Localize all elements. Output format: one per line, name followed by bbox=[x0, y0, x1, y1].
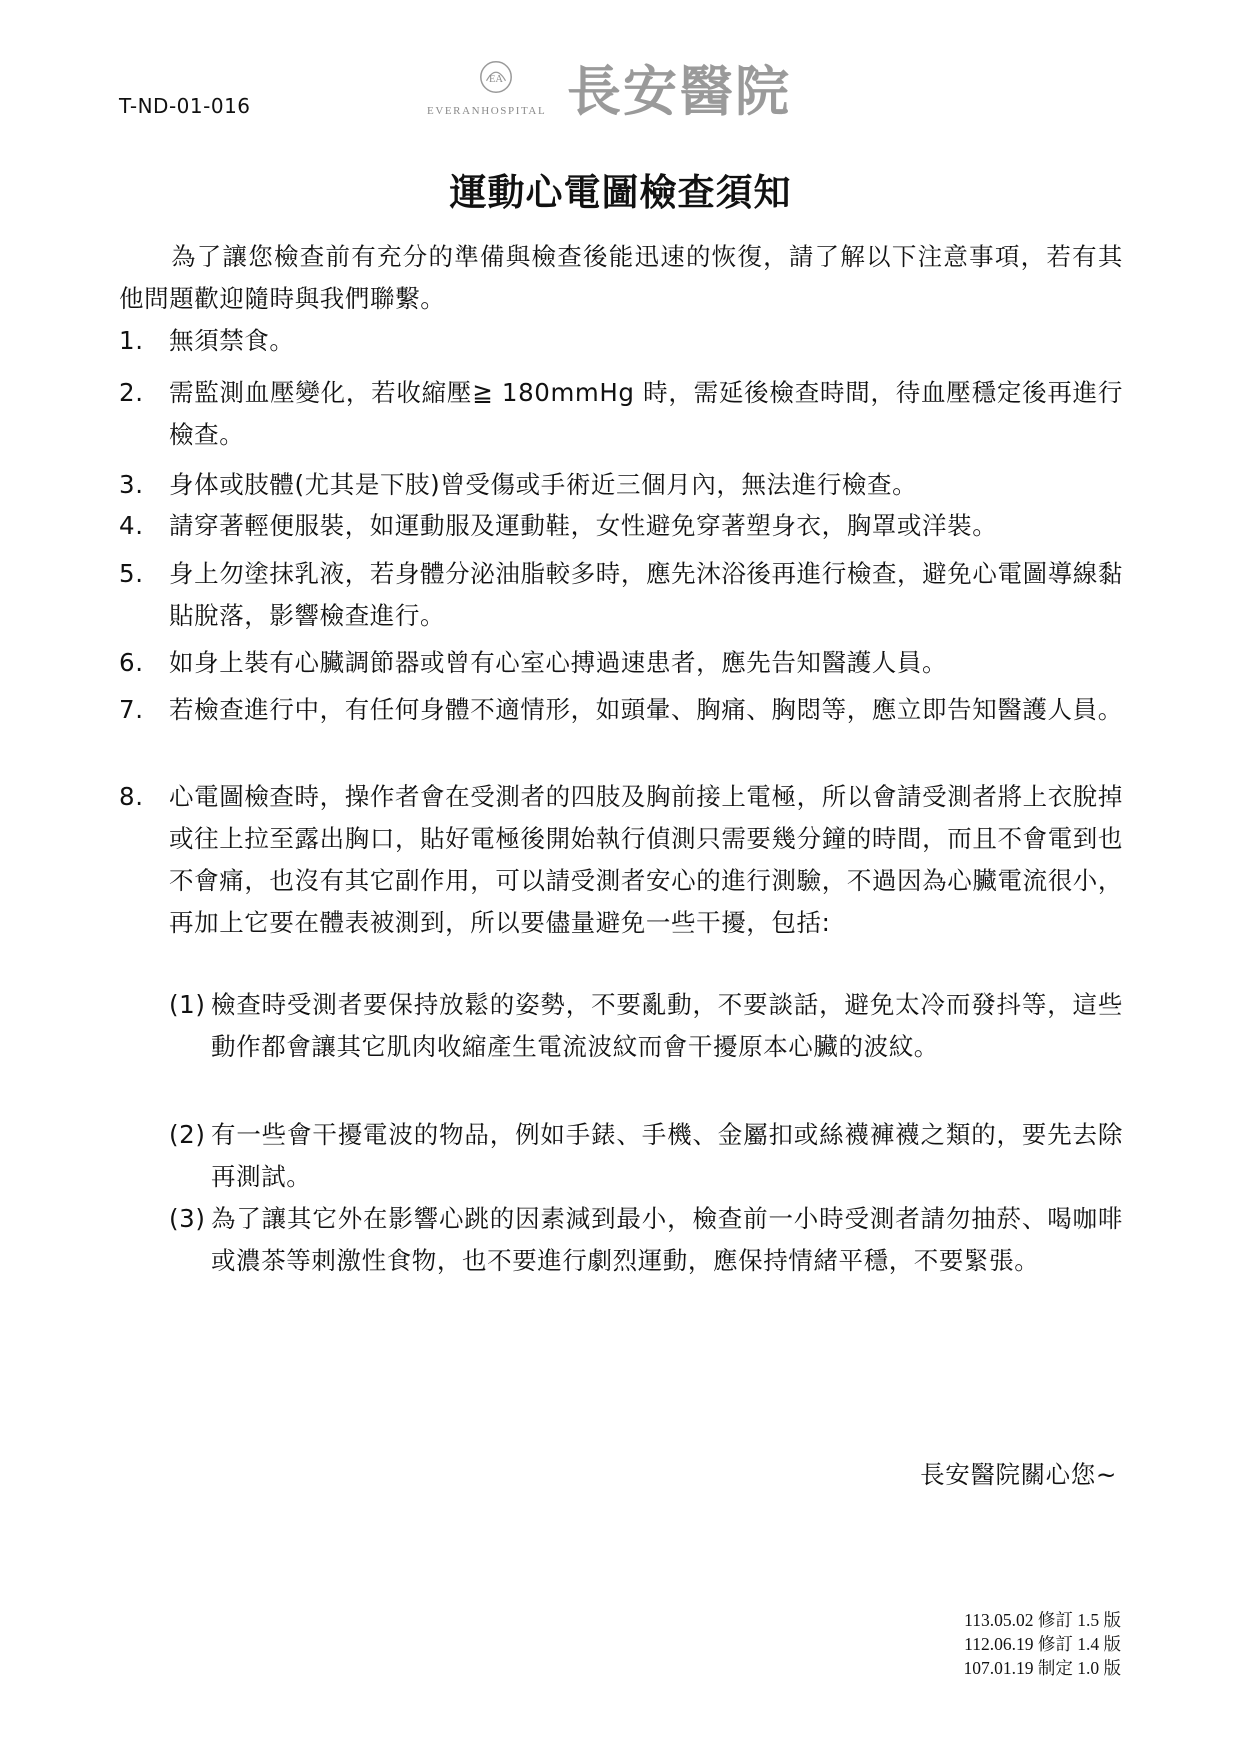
list-item-number: 5. bbox=[119, 559, 144, 588]
list-item-text: 身上勿塗抹乳液，若身體分泌油脂較多時，應先沐浴後再進行檢查，避免心電圖導線黏貼脫落，影響檢查進行。 bbox=[169, 559, 1123, 630]
sub-list-item-number: (2) bbox=[169, 1120, 206, 1149]
sub-list-item-text: 有一些會干擾電波的物品，例如手錶、手機、金屬扣或絲襪褲襪之類的，要先去除再測試。 bbox=[211, 1120, 1123, 1191]
list-item-text: 無須禁食。 bbox=[169, 326, 295, 355]
list-item-number: 6. bbox=[119, 648, 144, 677]
list-item-number: 8. bbox=[119, 782, 144, 811]
list-item-text: 請穿著輕便服裝，如運動服及運動鞋，女性避免穿著塑身衣，胸罩或洋裝。 bbox=[169, 511, 998, 540]
logo-chinese-name: 長安醫院 bbox=[567, 60, 791, 123]
list-item-text: 需監測血壓變化，若收縮壓≧ 180mmHg 時，需延後檢查時間，待血壓穩定後再進行檢查。 bbox=[169, 378, 1123, 449]
list-item-number: 7. bbox=[119, 695, 144, 724]
sub-list-item-number: (1) bbox=[169, 990, 206, 1019]
revision-line: 113.05.02 修訂 1.5 版 bbox=[964, 1610, 1121, 1630]
sub-list-item-text: 為了讓其它外在影響心跳的因素減到最小，檢查前一小時受測者請勿抽菸、喝咖啡或濃茶等刺激性食物，也不要進行劇烈運動，應保持情緒平穩，不要緊張。 bbox=[211, 1204, 1123, 1275]
sub-list-item-text: 檢查時受測者要保持放鬆的姿勢，不要亂動，不要談話，避免太冷而發抖等，這些動作都會讓其它肌肉收縮產生電流波紋而會干擾原本心臟的波紋。 bbox=[211, 990, 1123, 1061]
list-item-number: 1. bbox=[119, 326, 144, 355]
sub-list-item-number: (3) bbox=[169, 1204, 206, 1233]
intro-paragraph: 為了讓您檢查前有充分的準備與檢查後能迅速的恢復，請了解以下注意事項，若有其他問題歡迎隨時與我們聯繫。 bbox=[119, 242, 1123, 313]
page-title: 運動心電圖檢查須知 bbox=[449, 171, 792, 214]
logo-english-name: EVERANHOSPITAL bbox=[427, 105, 547, 117]
list-item-text: 如身上裝有心臟調節器或曾有心室心搏過速患者，應先告知醫護人員。 bbox=[169, 648, 948, 677]
revision-line: 107.01.19 制定 1.0 版 bbox=[963, 1658, 1121, 1678]
list-item-text: 心電圖檢查時，操作者會在受測者的四肢及胸前接上電極，所以會請受測者將上衣脫掉或往上拉至露出胸口，貼好電極後開始執行偵測只需要幾分鐘的時間，而且不會電到也不會痛，也沒有其它副作用，可以請受測者安心的進行測驗，不過因為心臟電流很小，再加上它要在體表被測到，所以要儘量避免一些干擾，包括: bbox=[169, 782, 1123, 937]
list-item-text: 身体或肢體(尤其是下肢)曾受傷或手術近三個月內，無法進行檢查。 bbox=[169, 470, 918, 499]
document-code: T-ND-01-016 bbox=[119, 94, 251, 118]
emblem-monogram: EA bbox=[489, 73, 503, 85]
revision-line: 112.06.19 修訂 1.4 版 bbox=[964, 1634, 1121, 1654]
hospital-emblem-icon bbox=[477, 58, 515, 96]
list-item-text: 若檢查進行中，有任何身體不適情形，如頭暈、胸痛、胸悶等，應立即告知醫護人員。 bbox=[169, 695, 1123, 724]
hospital-logo bbox=[427, 58, 827, 124]
list-item-number: 3. bbox=[119, 470, 144, 499]
revision-history bbox=[964, 1608, 1122, 1680]
closing-message: 長安醫院關心您~ bbox=[920, 1460, 1117, 1489]
list-item-number: 4. bbox=[119, 511, 144, 540]
list-item-number: 2. bbox=[119, 378, 144, 407]
